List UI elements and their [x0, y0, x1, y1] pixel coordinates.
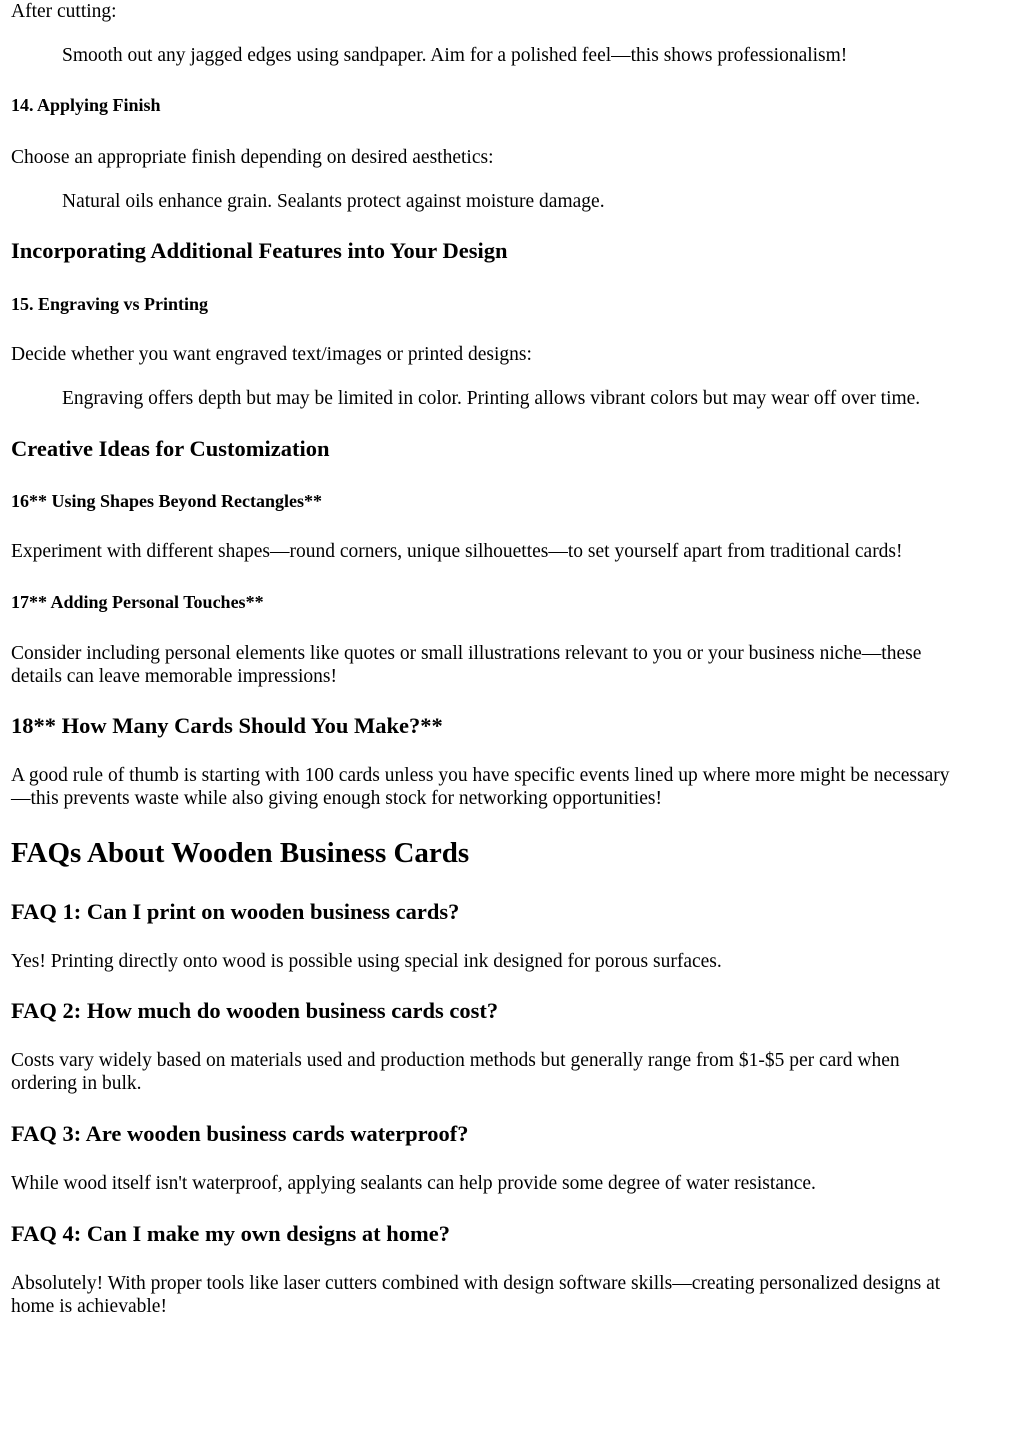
personal-touches-line-1: Consider including personal elements like quotes or small illustrations relevant to you or your business niche—these — [11, 643, 922, 664]
smooth-edges-text: Smooth out any jagged edges using sandpaper. Aim for a polished feel—this shows professionalism! — [62, 45, 848, 66]
faq-3-answer: While wood itself isn't waterproof, applying sealants can help provide some degree of water resistance. — [11, 1173, 816, 1194]
heading-additional-features: Incorporating Additional Features into Your Design — [11, 238, 508, 263]
faq-1-answer: Yes! Printing directly onto wood is possible using special ink designed for porous surfaces. — [11, 951, 722, 972]
engraving-intro-text: Decide whether you want engraved text/images or printed designs: — [11, 344, 532, 365]
faq-2-answer-line-1: Costs vary widely based on materials used and production methods but generally range from $1-$5 per card when — [11, 1050, 900, 1071]
heading-personal-touches: 17** Adding Personal Touches** — [11, 592, 264, 612]
finish-detail-text: Natural oils enhance grain. Sealants protect against moisture damage. — [62, 191, 605, 212]
heading-applying-finish: 14. Applying Finish — [11, 95, 161, 115]
shapes-text: Experiment with different shapes—round corners, unique silhouettes—to set yourself apart from traditional cards! — [11, 541, 903, 562]
heading-shapes: 16** Using Shapes Beyond Rectangles** — [11, 491, 323, 511]
how-many-line-2: —this prevents waste while also giving enough stock for networking opportunities! — [11, 788, 662, 809]
faq-2-question: FAQ 2: How much do wooden business cards cost? — [11, 998, 499, 1023]
personal-touches-line-2: details can leave memorable impressions! — [11, 666, 337, 687]
heading-how-many-cards: 18** How Many Cards Should You Make?** — [11, 713, 443, 738]
heading-engraving-vs-printing: 15. Engraving vs Printing — [11, 294, 209, 314]
faq-3-question: FAQ 3: Are wooden business cards waterproof? — [11, 1121, 469, 1146]
faq-4-answer-line-1: Absolutely! With proper tools like laser cutters combined with design software skills—creating personalized designs at — [11, 1273, 941, 1294]
finish-intro-text: Choose an appropriate finish depending on desired aesthetics: — [11, 147, 494, 168]
heading-creative-ideas: Creative Ideas for Customization — [11, 436, 330, 461]
after-cutting-text: After cutting: — [11, 1, 117, 22]
faq-4-answer-line-2: home is achievable! — [11, 1296, 167, 1317]
faq-4-question: FAQ 4: Can I make my own designs at home? — [11, 1221, 450, 1246]
faqs-title: FAQs About Wooden Business Cards — [11, 837, 470, 869]
faq-2-answer-line-2: ordering in bulk. — [11, 1073, 142, 1094]
engraving-detail-text: Engraving offers depth but may be limited in color. Printing allows vibrant colors but may wear off over time. — [62, 388, 921, 409]
faq-1-question: FAQ 1: Can I print on wooden business cards? — [11, 899, 460, 924]
how-many-line-1: A good rule of thumb is starting with 100 cards unless you have specific events lined up where more might be necessary — [11, 765, 950, 786]
